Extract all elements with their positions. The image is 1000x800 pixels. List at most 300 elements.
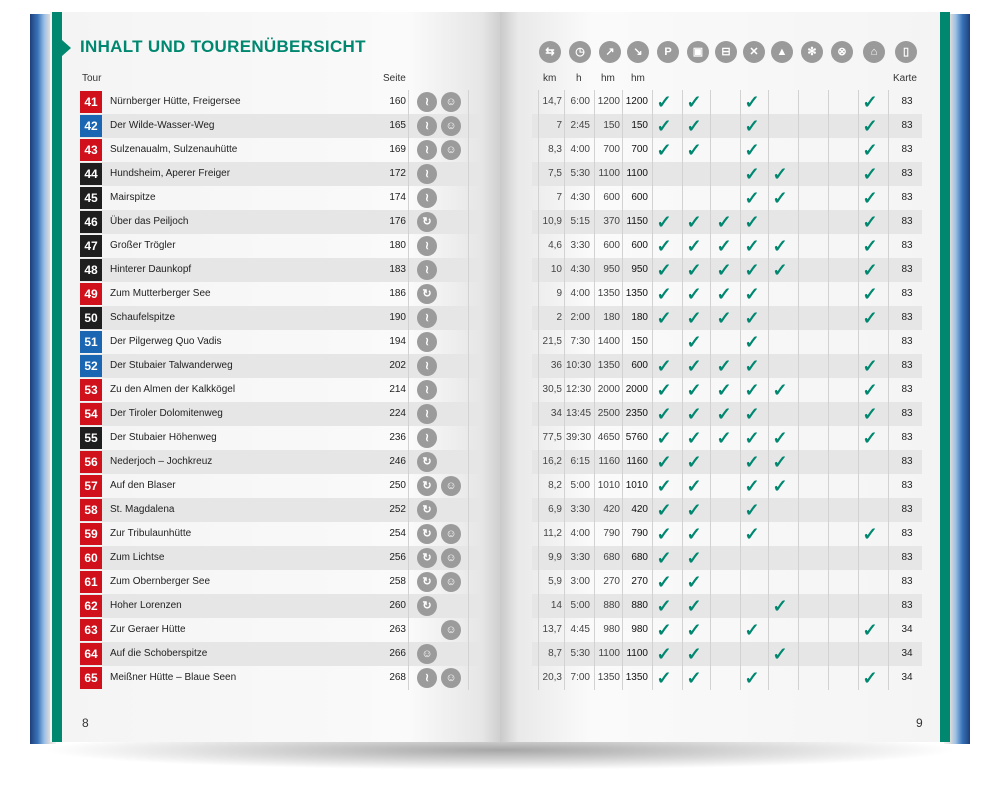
- tour-number-badge: 57: [80, 475, 102, 497]
- checkmark-icon: ✓: [744, 524, 760, 544]
- checkmark-icon: ✓: [744, 620, 760, 640]
- tour-hm-down: 600: [631, 360, 648, 371]
- tour-hm-down: 150: [631, 120, 648, 131]
- tour-name: Hinterer Daunkopf: [110, 264, 192, 275]
- table-row[interactable]: [0, 138, 1000, 162]
- checkmark-icon: ✓: [656, 668, 672, 688]
- route-wave-icon: ≀: [417, 356, 437, 376]
- tour-h: 12:30: [566, 384, 592, 395]
- tour-hm-down: 1010: [625, 480, 648, 491]
- checkmark-icon: ✓: [772, 428, 788, 448]
- tour-name: St. Magdalena: [110, 504, 175, 515]
- tour-km: 21,5: [542, 336, 562, 347]
- checkmark-icon: ✓: [686, 284, 702, 304]
- column-divider: [828, 90, 829, 690]
- column-divider: [682, 90, 683, 690]
- tour-name: Der Pilgerweg Quo Vadis: [110, 336, 222, 347]
- checkmark-icon: ✓: [656, 260, 672, 280]
- summit-icon: ▲: [771, 41, 793, 63]
- tour-number-badge: 55: [80, 427, 102, 449]
- tour-hm-down: 680: [631, 552, 648, 563]
- checkmark-icon: ✓: [744, 500, 760, 520]
- tour-number-badge: 60: [80, 547, 102, 569]
- tour-km: 20,3: [542, 672, 562, 683]
- signpost-icon: ⇆: [539, 41, 561, 63]
- checkmark-icon: ✓: [656, 212, 672, 232]
- tour-h: 5:15: [570, 216, 590, 227]
- table-row[interactable]: [0, 402, 1000, 426]
- table-row[interactable]: [0, 618, 1000, 642]
- tour-name: Sulzenaualm, Sulzenauhütte: [110, 144, 238, 155]
- round-trip-icon: ↻: [417, 284, 437, 304]
- tour-map-number: 83: [901, 312, 913, 323]
- route-wave-icon: ≀: [417, 380, 437, 400]
- tour-number-badge: 45: [80, 187, 102, 209]
- checkmark-icon: ✓: [656, 308, 672, 328]
- checkmark-icon: ✓: [862, 92, 878, 112]
- tour-hm-up: 1350: [597, 288, 620, 299]
- checkmark-icon: ✓: [862, 116, 878, 136]
- tour-page: 174: [389, 192, 406, 203]
- tour-name: Zur Geraer Hütte: [110, 624, 186, 635]
- tour-km: 4,6: [548, 240, 562, 251]
- checkmark-icon: ✓: [656, 644, 672, 664]
- tour-h: 4:30: [570, 264, 590, 275]
- checkmark-icon: ✓: [744, 404, 760, 424]
- checkmark-icon: ✓: [744, 236, 760, 256]
- tour-hm-up: 1400: [597, 336, 620, 347]
- tour-hm-down: 950: [631, 264, 648, 275]
- tour-km: 13,7: [542, 624, 562, 635]
- tour-map-number: 83: [901, 360, 913, 371]
- round-trip-icon: ↻: [417, 596, 437, 616]
- tour-h: 5:30: [570, 168, 590, 179]
- tour-map-number: 83: [901, 408, 913, 419]
- tour-number-badge: 44: [80, 163, 102, 185]
- tour-page: 169: [389, 144, 406, 155]
- round-trip-icon: ↻: [417, 212, 437, 232]
- page-number-left: 8: [82, 716, 89, 730]
- checkmark-icon: ✓: [862, 620, 878, 640]
- tour-name: Schaufelspitze: [110, 312, 176, 323]
- tour-hm-up: 950: [603, 264, 620, 275]
- tour-name: Großer Trögler: [110, 240, 176, 251]
- table-row[interactable]: [0, 306, 1000, 330]
- round-trip-icon: ↻: [417, 500, 437, 520]
- route-wave-icon: ≀: [417, 308, 437, 328]
- tour-km: 8,7: [548, 648, 562, 659]
- table-row[interactable]: [0, 426, 1000, 450]
- header-karte: Karte: [893, 73, 917, 84]
- checkmark-icon: ✓: [862, 260, 878, 280]
- route-wave-icon: ≀: [417, 236, 437, 256]
- header-km: km: [543, 73, 557, 84]
- tour-number-badge: 53: [80, 379, 102, 401]
- tour-hm-up: 1100: [598, 648, 620, 659]
- tour-number-badge: 65: [80, 667, 102, 689]
- checkmark-icon: ✓: [744, 428, 760, 448]
- table-row[interactable]: [0, 162, 1000, 186]
- tour-name: Der Tiroler Dolomitenweg: [110, 408, 223, 419]
- tour-number-badge: 42: [80, 115, 102, 137]
- tour-km: 14,7: [542, 96, 562, 107]
- tour-number-badge: 52: [80, 355, 102, 377]
- tour-km: 16,2: [542, 456, 562, 467]
- checkmark-icon: ✓: [686, 668, 702, 688]
- tour-hm-up: 150: [603, 120, 620, 131]
- checkmark-icon: ✓: [686, 308, 702, 328]
- table-row[interactable]: [0, 258, 1000, 282]
- round-trip-icon: ↻: [417, 572, 437, 592]
- tour-map-number: 83: [901, 528, 913, 539]
- tour-hm-up: 600: [603, 240, 620, 251]
- header-tour: Tour: [82, 73, 102, 84]
- tour-page: 246: [389, 456, 406, 467]
- round-trip-icon: ↻: [417, 548, 437, 568]
- tour-map-number: 83: [901, 384, 913, 395]
- tour-hm-up: 700: [603, 144, 620, 155]
- tour-km: 10,9: [542, 216, 562, 227]
- column-divider: [768, 90, 769, 690]
- table-row[interactable]: [0, 642, 1000, 666]
- tour-map-number: 83: [901, 600, 913, 611]
- tour-map-number: 83: [901, 96, 913, 107]
- checkmark-icon: ✓: [862, 164, 878, 184]
- tour-map-number: 83: [901, 216, 913, 227]
- checkmark-icon: ✓: [716, 428, 732, 448]
- tour-km: 8,3: [548, 144, 562, 155]
- tour-hm-up: 600: [603, 192, 620, 203]
- tour-page: 266: [389, 648, 406, 659]
- table-row[interactable]: [0, 570, 1000, 594]
- route-wave-icon: ≀: [417, 164, 437, 184]
- checkmark-icon: ✓: [862, 212, 878, 232]
- checkmark-icon: ✓: [716, 380, 732, 400]
- table-row[interactable]: [0, 354, 1000, 378]
- tour-km: 36: [550, 360, 562, 371]
- checkmark-icon: ✓: [862, 236, 878, 256]
- tour-page: 176: [389, 216, 406, 227]
- checkmark-icon: ✓: [744, 668, 760, 688]
- tour-number-badge: 61: [80, 571, 102, 593]
- tour-map-number: 83: [901, 240, 913, 251]
- tour-hm-up: 2000: [597, 384, 620, 395]
- checkmark-icon: ✓: [862, 188, 878, 208]
- route-wave-icon: ≀: [417, 260, 437, 280]
- tour-h: 4:45: [570, 624, 590, 635]
- tour-number-badge: 63: [80, 619, 102, 641]
- tour-hm-up: 270: [603, 576, 620, 587]
- tour-map-number: 83: [901, 552, 913, 563]
- tour-name: Nederjoch – Jochkreuz: [110, 456, 213, 467]
- tour-map-number: 83: [901, 264, 913, 275]
- route-wave-icon: ≀: [417, 188, 437, 208]
- tour-page: 254: [389, 528, 406, 539]
- tour-hm-up: 1010: [597, 480, 620, 491]
- tour-km: 77,5: [542, 432, 562, 443]
- checkmark-icon: ✓: [686, 452, 702, 472]
- tour-hm-down: 880: [631, 600, 648, 611]
- tour-h: 5:00: [570, 480, 590, 491]
- checkmark-icon: ✓: [656, 236, 672, 256]
- tour-number-badge: 47: [80, 235, 102, 257]
- restaurant-icon: ✕: [743, 41, 765, 63]
- checkmark-icon: ✓: [686, 404, 702, 424]
- tour-name: Der Stubaier Höhenweg: [110, 432, 217, 443]
- tour-number-badge: 43: [80, 139, 102, 161]
- tour-h: 10:30: [566, 360, 592, 371]
- tour-page: 172: [389, 168, 406, 179]
- table-row[interactable]: [0, 474, 1000, 498]
- route-wave-icon: ≀: [417, 332, 437, 352]
- tour-hm-down: 1100: [626, 168, 648, 179]
- tour-hm-down: 5760: [625, 432, 648, 443]
- checkmark-icon: ✓: [862, 140, 878, 160]
- tour-hm-up: 1350: [597, 672, 620, 683]
- tour-map-number: 83: [901, 432, 913, 443]
- checkmark-icon: ✓: [772, 452, 788, 472]
- tour-hm-down: 1150: [626, 216, 648, 227]
- parking-icon: P: [657, 41, 679, 63]
- table-row[interactable]: [0, 666, 1000, 690]
- round-trip-icon: ↻: [417, 476, 437, 496]
- tour-page: 268: [389, 672, 406, 683]
- checkmark-icon: ✓: [772, 380, 788, 400]
- checkmark-icon: ✓: [686, 356, 702, 376]
- checkmark-icon: ✓: [772, 260, 788, 280]
- checkmark-icon: ✓: [862, 428, 878, 448]
- checkmark-icon: ✓: [686, 644, 702, 664]
- checkmark-icon: ✓: [716, 260, 732, 280]
- checkmark-icon: ✓: [686, 212, 702, 232]
- checkmark-icon: ✓: [862, 668, 878, 688]
- checkmark-icon: ✓: [772, 188, 788, 208]
- tour-km: 9,9: [548, 552, 562, 563]
- tour-hm-up: 180: [603, 312, 620, 323]
- tour-h: 4:00: [570, 528, 590, 539]
- tour-h: 4:00: [570, 144, 590, 155]
- tour-page: 190: [389, 312, 406, 323]
- table-row[interactable]: [0, 234, 1000, 258]
- table-row[interactable]: [0, 186, 1000, 210]
- family-friendly-icon: ☺: [441, 140, 461, 160]
- tour-km: 6,9: [548, 504, 562, 515]
- column-divider: [798, 90, 799, 690]
- checkmark-icon: ✓: [716, 212, 732, 232]
- checkmark-icon: ✓: [716, 236, 732, 256]
- checkmark-icon: ✓: [744, 92, 760, 112]
- tour-name: Nürnberger Hütte, Freigersee: [110, 96, 241, 107]
- checkmark-icon: ✓: [686, 476, 702, 496]
- tour-page: 260: [389, 600, 406, 611]
- checkmark-icon: ✓: [656, 404, 672, 424]
- route-wave-icon: ≀: [417, 428, 437, 448]
- map-icon: ▯: [895, 41, 917, 63]
- route-wave-icon: ≀: [417, 92, 437, 112]
- tour-hm-down: 1160: [626, 456, 648, 467]
- tour-number-badge: 49: [80, 283, 102, 305]
- tour-hm-down: 1200: [625, 96, 648, 107]
- tour-h: 5:30: [570, 648, 590, 659]
- tour-map-number: 34: [901, 624, 913, 635]
- table-row[interactable]: [0, 378, 1000, 402]
- tour-number-badge: 56: [80, 451, 102, 473]
- checkmark-icon: ✓: [686, 548, 702, 568]
- cable-car-icon: ⊟: [715, 41, 737, 63]
- column-divider: [594, 90, 595, 690]
- route-wave-icon: ≀: [417, 116, 437, 136]
- tour-map-number: 83: [901, 504, 913, 515]
- checkmark-icon: ✓: [656, 284, 672, 304]
- checkmark-icon: ✓: [686, 572, 702, 592]
- tour-km: 2: [556, 312, 562, 323]
- checkmark-icon: ✓: [656, 524, 672, 544]
- checkmark-icon: ✓: [716, 404, 732, 424]
- tour-page: 183: [389, 264, 406, 275]
- tour-number-badge: 41: [80, 91, 102, 113]
- tour-page: 236: [389, 432, 406, 443]
- header-h: h: [576, 73, 582, 84]
- tour-name: Mairspitze: [110, 192, 156, 203]
- checkmark-icon: ✓: [656, 356, 672, 376]
- family-friendly-icon: ☺: [441, 668, 461, 688]
- table-row[interactable]: [0, 114, 1000, 138]
- hut-icon: ⌂: [863, 41, 885, 63]
- tour-name: Zu den Almen der Kalkkögel: [110, 384, 236, 395]
- checkmark-icon: ✓: [686, 236, 702, 256]
- table-row[interactable]: [0, 546, 1000, 570]
- checkmark-icon: ✓: [772, 476, 788, 496]
- checkmark-icon: ✓: [744, 140, 760, 160]
- tour-hm-down: 980: [631, 624, 648, 635]
- checkmark-icon: ✓: [656, 116, 672, 136]
- checkmark-icon: ✓: [656, 500, 672, 520]
- tour-number-badge: 54: [80, 403, 102, 425]
- header-seite: Seite: [383, 73, 406, 84]
- checkmark-icon: ✓: [862, 356, 878, 376]
- tour-page: 224: [389, 408, 406, 419]
- checkmark-icon: ✓: [744, 380, 760, 400]
- table-row[interactable]: [0, 330, 1000, 354]
- tour-km: 11,2: [543, 528, 562, 539]
- checkmark-icon: ✓: [744, 308, 760, 328]
- checkmark-icon: ✓: [862, 284, 878, 304]
- table-row[interactable]: [0, 522, 1000, 546]
- tour-name: Zum Mutterberger See: [110, 288, 211, 299]
- tour-h: 3:30: [570, 504, 590, 515]
- tour-h: 6:15: [570, 456, 590, 467]
- checkmark-icon: ✓: [686, 332, 702, 352]
- tour-km: 9: [556, 288, 562, 299]
- table-row[interactable]: [0, 282, 1000, 306]
- tour-page: 263: [389, 624, 406, 635]
- table-row[interactable]: [0, 594, 1000, 618]
- family-friendly-icon: ☺: [441, 116, 461, 136]
- tour-km: 30,5: [542, 384, 562, 395]
- table-row[interactable]: [0, 450, 1000, 474]
- tour-name: Auf den Blaser: [110, 480, 176, 491]
- checkmark-icon: ✓: [772, 596, 788, 616]
- tour-km: 7: [556, 120, 562, 131]
- checkmark-icon: ✓: [744, 116, 760, 136]
- checkmark-icon: ✓: [744, 260, 760, 280]
- page-title: INHALT UND TOURENÜBERSICHT: [80, 37, 366, 56]
- tour-page: 194: [389, 336, 406, 347]
- tour-number-badge: 58: [80, 499, 102, 521]
- tour-page: 202: [389, 360, 406, 371]
- table-row[interactable]: [0, 210, 1000, 234]
- checkmark-icon: ✓: [656, 452, 672, 472]
- checkmark-icon: ✓: [772, 644, 788, 664]
- tour-h: 5:00: [570, 600, 590, 611]
- column-divider: [622, 90, 623, 690]
- route-wave-icon: ≀: [417, 404, 437, 424]
- tour-km: 10: [550, 264, 562, 275]
- family-friendly-icon: ☺: [441, 572, 461, 592]
- tour-km: 7: [556, 192, 562, 203]
- tour-hm-down: 150: [631, 336, 648, 347]
- family-friendly-icon: ☺: [441, 476, 461, 496]
- tour-hm-up: 2500: [597, 408, 620, 419]
- tour-map-number: 83: [901, 144, 913, 155]
- tour-hm-down: 1100: [626, 648, 648, 659]
- checkmark-icon: ✓: [656, 428, 672, 448]
- checkmark-icon: ✓: [686, 260, 702, 280]
- tour-h: 4:30: [570, 192, 590, 203]
- tour-number-badge: 50: [80, 307, 102, 329]
- checkmark-icon: ✓: [686, 524, 702, 544]
- tour-map-number: 83: [901, 456, 913, 467]
- header-hm-up: hm: [601, 73, 615, 84]
- tour-h: 39:30: [566, 432, 592, 443]
- checkmark-icon: ✓: [716, 356, 732, 376]
- tour-hm-up: 4650: [597, 432, 620, 443]
- tour-name: Auf die Schoberspitze: [110, 648, 208, 659]
- table-row[interactable]: [0, 498, 1000, 522]
- tour-h: 3:00: [570, 576, 590, 587]
- tour-page: 160: [389, 96, 406, 107]
- tour-map-number: 83: [901, 336, 913, 347]
- column-divider: [468, 90, 469, 690]
- checkmark-icon: ✓: [744, 284, 760, 304]
- tour-map-number: 83: [901, 480, 913, 491]
- checkmark-icon: ✓: [744, 356, 760, 376]
- tour-map-number: 34: [901, 648, 913, 659]
- column-divider: [408, 90, 409, 690]
- tour-km: 5,9: [548, 576, 562, 587]
- column-divider: [858, 90, 859, 690]
- checkmark-icon: ✓: [686, 380, 702, 400]
- tour-page: 186: [389, 288, 406, 299]
- tour-name: Zum Obernberger See: [110, 576, 211, 587]
- checkmark-icon: ✓: [686, 500, 702, 520]
- family-friendly-icon: ☺: [441, 92, 461, 112]
- tour-h: 7:00: [570, 672, 590, 683]
- bike-icon: ⊗: [831, 41, 853, 63]
- tour-name: Hundsheim, Aperer Freiger: [110, 168, 231, 179]
- tour-map-number: 83: [901, 576, 913, 587]
- column-divider: [652, 90, 653, 690]
- checkmark-icon: ✓: [862, 308, 878, 328]
- tour-h: 2:45: [570, 120, 590, 131]
- table-row[interactable]: [0, 90, 1000, 114]
- tour-hm-down: 790: [631, 528, 648, 539]
- tour-number-badge: 46: [80, 211, 102, 233]
- tour-hm-down: 1350: [625, 672, 648, 683]
- checkmark-icon: ✓: [716, 284, 732, 304]
- tour-name: Zur Tribulaunhütte: [110, 528, 192, 539]
- tour-km: 7,5: [548, 168, 562, 179]
